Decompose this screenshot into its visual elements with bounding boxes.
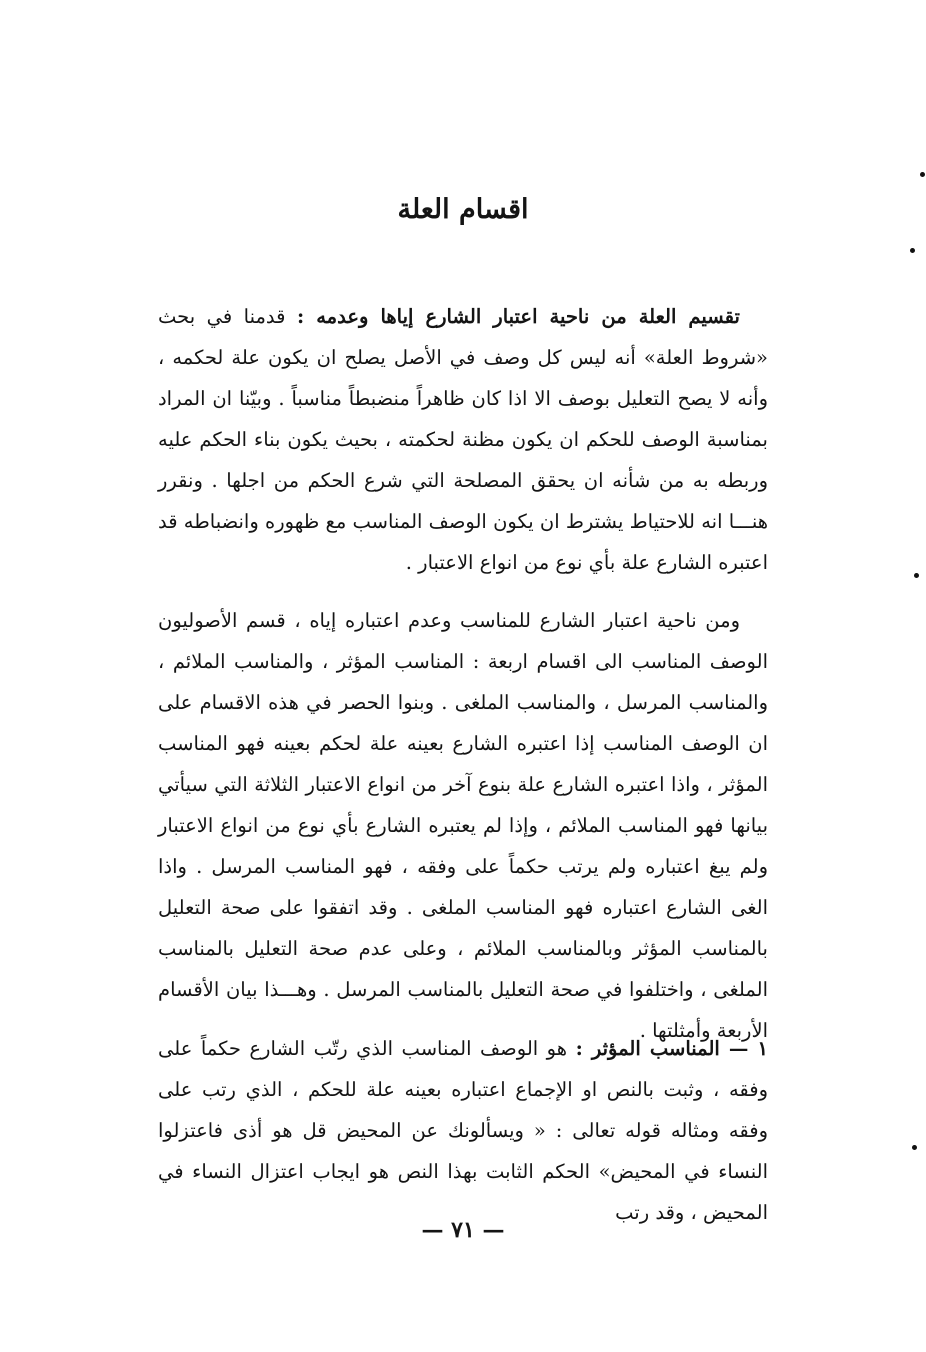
paragraph-lead-heading: ١ — المناسب المؤثر :: [575, 1037, 768, 1060]
paragraph-body: ومن ناحية اعتبار الشارع للمناسب وعدم اعتباره إياه ، قسم الأصوليون الوصف المناسب الى اقسام اربعة : المناسب المؤثر ، والمناسب الملائم ، والمناسب المرسل ، والمناسب الملغى . وبنوا الحصر في هذه الاقسام على ان الوصف المناسب إذا اعتبره الشارع بعينه علة لحكم بعينه فهو المناسب المؤثر ، واذا اعتبره الشارع علة بنوع آخر من انواع الاعتبار الثلاثة التي سيأتي بيانها فهو المناسب الملائم ، وإذا لم يعتبره الشارع بأي نوع من انواع الاعتبار ولم يبغ اعتباره ولم يرتب حكماً على وفقه ، فهو المناسب المرسل . واذا الغى الشارع اعتباره فهو المناسب الملغى . وقد اتفقوا على صحة التعليل بالمناسب المؤثر وبالمناسب الملائم ، وعلى عدم صحة التعليل بالمناسب الملغى ، واختلفوا في صحة التعليل بالمناسب المرسل . وهـــذا بيان الأقسام الأربعة وأمثلتها .: [158, 609, 768, 1042]
margin-dot-mark: [920, 172, 925, 177]
paragraph-four-divisions: [158, 600, 768, 1051]
paragraph-text: [158, 600, 768, 1051]
margin-dot-mark: [912, 1145, 917, 1150]
paragraph-lead-heading: تقسيم العلة من ناحية اعتبار الشارع إياها وعدمه :: [296, 305, 740, 328]
paragraph-body: هو الوصف المناسب الذي رتّب الشارع حكماً على وفقه ، وثبت بالنص او الإجماع اعتباره بعينه علة للحكم ، الذي رتب على وفقه ومثاله قوله تعالى : « ويسألونك عن المحيض قل هو أذى فاعتزلوا النساء في المحيض» الحكم الثابت بهذا النص هو ايجاب اعتزال النساء في المحيض ، وقد رتب: [158, 1037, 769, 1224]
margin-dot-mark: [910, 248, 915, 253]
page-title: اقسام العلة: [397, 194, 529, 225]
page-number: — ٧١ —: [421, 1217, 505, 1243]
paragraph-effective-suitable: [158, 1028, 768, 1233]
paragraph-body: قدمنا في بحث «شروط العلة» أنه ليس كل وصف في الأصل يصلح ان يكون علة لحكمه ، وأنه لا يصح التعليل بوصف الا اذا كان ظاهراً منضبطاً مناسباً . وبيّنا ان المراد بمناسبة الوصف للحكم ان يكون مظنة لحكمته ، بحيث يكون بناء الحكم عليه وربطه به من شأنه ان يحقق المصلحة التي شرع الحكم من اجلها . ونقرر هنـــا انه للاحتياط يشترط ان يكون الوصف المناسب مع ظهوره وانضباطه قد اعتبره الشارع علة بأي نوع من انواع الاعتبار .: [158, 305, 768, 574]
paragraph-division-by-consideration: [158, 296, 768, 583]
paragraph-text: [158, 1028, 768, 1233]
paragraph-text: [158, 296, 768, 583]
margin-dot-mark: [914, 573, 919, 578]
